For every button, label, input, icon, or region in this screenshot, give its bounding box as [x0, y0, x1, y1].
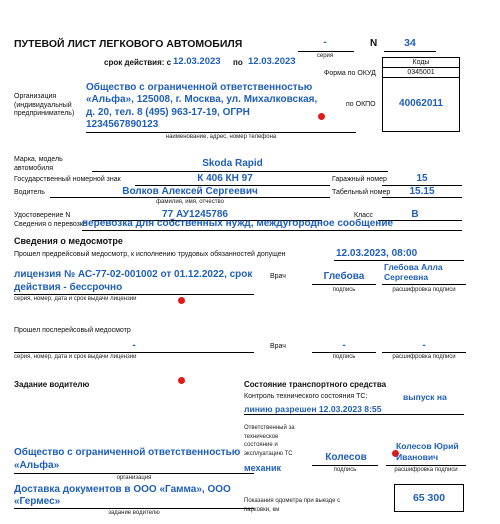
doctor-label: Врач	[270, 273, 286, 280]
okpo-label: по ОКПО	[346, 101, 376, 108]
resp-sign-caption: подпись	[333, 467, 357, 473]
post-sign-caption: подпись	[332, 354, 356, 360]
class-label: Класс	[354, 212, 374, 219]
post-medical-label: Прошел послерейсовый медосмотр	[14, 327, 131, 334]
garage-label: Гаражный номер	[332, 176, 387, 183]
doctor-name: Глебова Алла Сергеевна	[384, 262, 443, 282]
organization-value: Общество с ограниченной ответственностью «Альфа», 125008, г. Москва, ул. Михалковская, д. 20, тел. 8 (495) 963-17-19, ОГРН 1234567890123	[86, 82, 318, 131]
class-value: В	[411, 209, 419, 220]
model-label: Марка, модель автомобиля	[14, 156, 63, 172]
doctor-signature: Глебова	[323, 271, 365, 282]
organization-label: Организация (индивидуальный предприниматель)	[14, 93, 75, 117]
doctor-sign-caption: подпись	[332, 287, 356, 293]
okpo-value: 40062011	[399, 98, 443, 109]
task-org-caption: организация	[116, 475, 152, 481]
marker-dot	[178, 297, 185, 304]
responsible-label: Ответственный за техническое состояние и эксплуатацию ТС	[244, 425, 295, 457]
codes-header: Коды	[382, 57, 460, 68]
series-label: серия	[316, 53, 334, 59]
resp-name-caption: расшифровка подписи	[394, 467, 458, 473]
number-label: N	[370, 38, 378, 49]
task-caption: задание водителю	[108, 510, 160, 516]
marker-dot	[318, 113, 325, 120]
responsible-position: механик	[244, 463, 282, 473]
validity-from: 12.03.2023	[173, 56, 221, 67]
medical-section-title: Сведения о медосмотре	[14, 236, 123, 246]
task-organization: Общество с ограниченной ответственностью «Альфа»	[14, 447, 241, 471]
plate-value: К 406 КН 97	[197, 173, 253, 184]
plate-label: Государственный номерной знак	[14, 176, 121, 183]
garage-value: 15	[416, 173, 428, 184]
post-name-caption: расшифровка подписи	[392, 354, 456, 360]
medical-license-caption: серия, номер, дата и срок выдачи лицензии	[14, 296, 137, 302]
post-medical-license-caption: серия, номер, дата и срок выдачи лицензии	[14, 354, 137, 360]
responsible-signature: Колесов	[325, 452, 367, 463]
license-value: 77 АУ1245786	[162, 209, 228, 220]
marker-dot	[178, 377, 185, 384]
tab-label: Табельный номер	[332, 189, 391, 196]
validity-to: 12.03.2023	[248, 56, 296, 67]
number-value: 34	[404, 37, 416, 49]
post-medical-license: -	[132, 340, 136, 351]
responsible-name: Колесов Юрий Иванович	[396, 441, 459, 462]
validity-label: срок действия: с	[104, 58, 172, 67]
condition-section-title: Состояние транспортного средства	[244, 380, 387, 389]
transport-label: Сведения о перевозке	[14, 221, 87, 228]
task-section-title: Задание водителю	[14, 380, 90, 389]
doctor-name-caption: расшифровка подписи	[392, 287, 456, 293]
medical-license-value: лицензия № АС-77-02-001002 от 01.12.2022, срок действия - бессрочно	[14, 269, 253, 293]
page-title: ПУТЕВОЙ ЛИСТ ЛЕГКОВОГО АВТОМОБИЛЯ	[14, 38, 243, 50]
pre-medical-label: Прошел предрейсовый медосмотр, к исполнению трудовых обязанностей допущен	[14, 251, 286, 258]
tab-value: 15.15	[409, 186, 435, 197]
tech-control-label: Контроль технического состояния ТС:	[244, 393, 368, 400]
transport-value: перевозка для собственных нужд, междугородное сообщение	[82, 218, 394, 229]
series-value: -	[323, 37, 327, 48]
post-doctor-label: Врач	[270, 343, 286, 350]
post-doctor-signature: -	[342, 340, 346, 351]
model-value: Skoda Rapid	[202, 158, 263, 169]
tech-control-value: выпуск на линию разрешен 12.03.2023 8:55	[244, 392, 447, 414]
okud-label: Форма по ОКУД	[324, 70, 376, 77]
pre-medical-datetime: 12.03.2023, 08:00	[336, 248, 418, 259]
task-value: Доставка документов в ООО «Гамма», ООО «Гермес»	[14, 484, 231, 507]
organization-caption: наименование, адрес, номер телефона	[165, 134, 277, 140]
license-label: Удостоверение N	[14, 212, 71, 219]
odometer-label: Показания одометра при выезде с парковки, км	[244, 498, 341, 513]
driver-label: Водитель	[14, 189, 45, 196]
driver-value: Волков Алексей Сергеевич	[122, 186, 258, 197]
driver-caption: фамилия, имя, отчество	[156, 199, 224, 205]
odometer-value: 65 300	[412, 492, 446, 504]
post-doctor-name: -	[422, 340, 426, 351]
okud-value: 0345001	[382, 67, 460, 78]
validity-to-label: по	[233, 58, 243, 67]
